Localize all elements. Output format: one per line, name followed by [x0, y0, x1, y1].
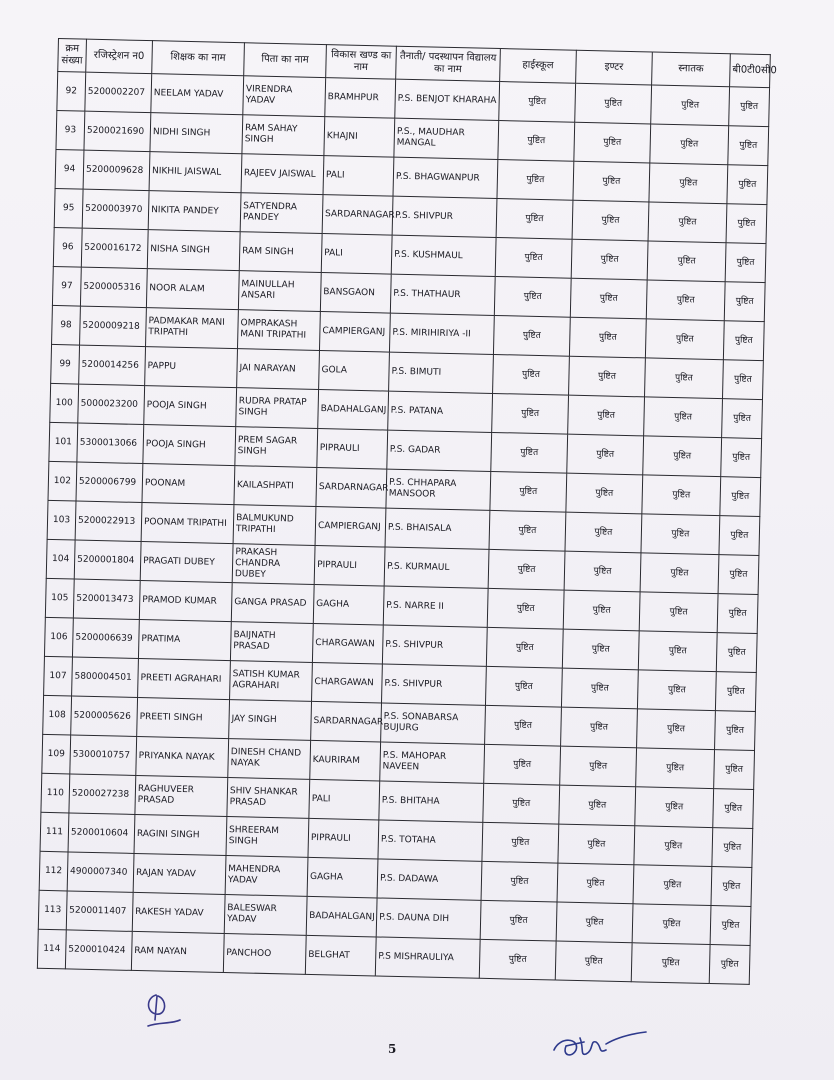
registration-no-cell: 5200027238 — [69, 774, 136, 814]
inter-status-cell: पुष्टित — [570, 278, 647, 319]
registration-no-cell: 5200013473 — [73, 579, 140, 619]
highschool-status-cell: पुष्टित — [494, 276, 571, 317]
graduation-status-cell: पुष्टित — [643, 436, 722, 477]
highschool-status-cell: पुष्टित — [487, 588, 564, 629]
teacher-name-cell: PADMAKAR MANI TRIPATHI — [146, 308, 239, 349]
block-name-cell: BADAHALGANJ — [318, 390, 389, 431]
father-name-cell: VIRENDRA YADAV — [243, 76, 326, 117]
btc-status-cell: पुष्टित — [710, 906, 751, 946]
teacher-name-cell: NISHA SINGH — [147, 230, 240, 271]
serial-no-cell: 113 — [38, 890, 67, 930]
btc-status-cell: पुष्टित — [722, 399, 763, 439]
serial-no-cell: 108 — [43, 695, 72, 735]
inter-status-cell: पुष्टित — [559, 785, 636, 826]
inter-status-cell: पुष्टित — [556, 902, 633, 943]
inter-status-cell: पुष्टित — [563, 590, 640, 631]
highschool-status-cell: पुष्टित — [482, 822, 559, 863]
block-name-cell: BELGHAT — [305, 935, 376, 976]
btc-status-cell: पुष्टित — [722, 360, 763, 400]
school-name-cell: P.S. SHIVPUR — [392, 196, 497, 237]
serial-no-cell: 99 — [51, 344, 80, 384]
header-school-name: तैनाती/ पदस्थापन विद्यालय का नाम — [396, 46, 501, 81]
block-name-cell: GOLA — [319, 351, 390, 392]
registration-no-cell: 5200009218 — [80, 306, 147, 346]
graduation-status-cell: पुष्टित — [632, 904, 711, 945]
btc-status-cell: पुष्टित — [728, 126, 769, 166]
teacher-name-cell: PREETI AGRAHARI — [138, 658, 231, 699]
serial-no-cell: 103 — [47, 500, 76, 540]
inter-status-cell: पुष्टित — [561, 668, 638, 709]
inter-status-cell: पुष्टित — [561, 707, 638, 748]
school-name-cell: P.S. BIMUTI — [389, 352, 494, 393]
inter-status-cell: पुष्टित — [569, 317, 646, 358]
father-name-cell: PANCHOO — [223, 934, 306, 975]
serial-no-cell: 111 — [40, 812, 69, 852]
registration-no-cell: 5200005316 — [80, 267, 147, 307]
teacher-name-cell: POONAM TRIPATHI — [141, 503, 234, 544]
serial-no-cell: 110 — [41, 773, 70, 813]
highschool-status-cell: पुष्टित — [496, 199, 573, 240]
school-name-cell: P.S. PATANA — [388, 391, 493, 432]
graduation-status-cell: पुष्टित — [645, 319, 724, 360]
block-name-cell: SARDARNAGAR — [316, 467, 387, 508]
serial-no-cell: 98 — [52, 305, 81, 345]
btc-status-cell: पुष्टित — [709, 945, 750, 985]
father-name-cell: SATYENDRA PANDEY — [240, 193, 323, 234]
teacher-name-cell: PAPPU — [145, 347, 238, 388]
highschool-status-cell: पुष्टित — [485, 705, 562, 746]
block-name-cell: SARDARNAGAR — [311, 701, 382, 742]
inter-status-cell: पुष्टित — [558, 824, 635, 865]
inter-status-cell: पुष्टित — [560, 746, 637, 787]
school-name-cell: P.S. CHHAPARA MANSOOR — [386, 469, 491, 510]
btc-status-cell: पुष्टित — [717, 594, 758, 634]
serial-no-cell: 96 — [53, 227, 82, 267]
teacher-name-cell: RAJAN YADAV — [133, 853, 226, 894]
inter-status-cell: पुष्टित — [575, 83, 652, 124]
btc-status-cell: पुष्टित — [712, 828, 753, 868]
school-name-cell: P.S. BHAISALA — [385, 508, 490, 549]
father-name-cell: RAJEEV JAISWAL — [241, 154, 324, 195]
graduation-status-cell: पुष्टित — [637, 670, 716, 711]
graduation-status-cell: पुष्टित — [641, 514, 720, 555]
block-name-cell: CHARGAWAN — [312, 623, 383, 664]
highschool-status-cell: पुष्टित — [489, 510, 566, 551]
school-name-cell: P.S. DAUNA DIH — [376, 898, 481, 939]
graduation-status-cell: पुष्टित — [635, 787, 714, 828]
serial-no-cell: 97 — [52, 266, 81, 306]
handwritten-signature-right — [550, 1028, 650, 1068]
school-name-cell: P.S. THATHAUR — [390, 274, 495, 315]
registration-no-cell: 5200021690 — [84, 111, 151, 151]
inter-status-cell: पुष्टित — [557, 863, 634, 904]
registration-no-cell: 5300013066 — [77, 423, 144, 463]
school-name-cell: P.S. MAHOPAR NAVEEN — [380, 742, 485, 783]
registration-no-cell: 5200006799 — [76, 462, 143, 502]
registration-no-cell: 5200009628 — [83, 150, 150, 190]
serial-no-cell: 109 — [42, 734, 71, 774]
graduation-status-cell: पुष्टित — [651, 85, 730, 126]
registration-no-cell: 5200022913 — [75, 501, 142, 541]
highschool-status-cell: पुष्टित — [486, 627, 563, 668]
serial-no-cell: 102 — [48, 461, 77, 501]
btc-status-cell: पुष्टित — [723, 321, 764, 361]
block-name-cell: CAMPIERGANJ — [319, 312, 390, 353]
block-name-cell: KHAJNI — [324, 117, 395, 158]
block-name-cell: BADAHALGANJ — [306, 896, 377, 937]
father-name-cell: JAI NARAYAN — [237, 349, 320, 390]
block-name-cell: BRAMHPUR — [325, 78, 396, 119]
school-name-cell: P.S., MAUDHAR MANGAL — [394, 118, 499, 159]
block-name-cell: PALI — [321, 234, 392, 275]
graduation-status-cell: पुष्टित — [638, 631, 717, 672]
block-name-cell: CAMPIERGANJ — [315, 506, 386, 547]
serial-no-cell: 112 — [39, 851, 68, 891]
btc-status-cell: पुष्टित — [711, 867, 752, 907]
school-name-cell: P.S. SHIVPUR — [382, 625, 487, 666]
father-name-cell: SATISH KUMAR AGRAHARI — [230, 661, 313, 702]
page-number: 5 — [388, 1042, 397, 1056]
graduation-status-cell: पुष्टित — [640, 553, 719, 594]
father-name-cell: DINESH CHAND NAYAK — [228, 739, 311, 780]
father-name-cell: MAINULLAH ANSARI — [238, 271, 321, 312]
btc-status-cell: पुष्टित — [713, 789, 754, 829]
graduation-status-cell: पुष्टित — [647, 241, 726, 282]
handwritten-initials-left — [138, 990, 188, 1035]
inter-status-cell: पुष्टित — [567, 434, 644, 475]
teacher-name-cell: RAM NAYAN — [131, 931, 224, 972]
graduation-status-cell: पुष्टित — [637, 709, 716, 750]
teacher-name-cell: RAGINI SINGH — [134, 814, 227, 855]
registration-no-cell: 4900007340 — [67, 852, 134, 892]
registration-no-cell: 5200010424 — [65, 930, 132, 970]
highschool-status-cell: पुष्टित — [488, 549, 565, 590]
highschool-status-cell: पुष्टित — [499, 82, 576, 123]
btc-status-cell: पुष्टित — [715, 711, 756, 751]
highschool-status-cell: पुष्टित — [498, 121, 575, 162]
father-name-cell: PREM SAGAR SINGH — [235, 427, 318, 468]
registration-no-cell: 5800004501 — [72, 657, 139, 697]
inter-status-cell: पुष्टित — [572, 200, 649, 241]
inter-status-cell: पुष्टित — [568, 395, 645, 436]
header-highschool: हाईस्कूल — [500, 49, 577, 84]
highschool-status-cell: पुष्टित — [480, 900, 557, 941]
btc-status-cell: पुष्टित — [725, 243, 766, 283]
school-name-cell: P.S MISHRAULIYA — [375, 937, 480, 978]
school-name-cell: P.S. SHIVPUR — [381, 664, 486, 705]
graduation-status-cell: पुष्टित — [644, 397, 723, 438]
serial-no-cell: 114 — [37, 929, 66, 969]
highschool-status-cell: पुष्टित — [483, 783, 560, 824]
teacher-name-cell: PRAGATI DUBEY — [140, 542, 233, 583]
inter-status-cell: पुष्टित — [555, 941, 632, 982]
serial-no-cell: 94 — [55, 149, 84, 189]
registration-no-cell: 5200010604 — [68, 813, 135, 853]
serial-no-cell: 100 — [50, 383, 79, 423]
registration-no-cell: 5000023200 — [78, 384, 145, 424]
inter-status-cell: पुष्टित — [566, 473, 643, 514]
registration-no-cell: 5200001804 — [74, 540, 141, 580]
block-name-cell: PIPRAULI — [317, 428, 388, 469]
graduation-status-cell: पुष्टित — [636, 748, 715, 789]
school-name-cell: P.S. KUSHMAUL — [391, 235, 496, 276]
inter-status-cell: पुष्टित — [569, 356, 646, 397]
school-name-cell: P.S. TOTAHA — [378, 820, 483, 861]
father-name-cell: OMPRAKASH MANI TRIPATHI — [237, 310, 320, 351]
school-name-cell: P.S. KURMAUL — [384, 547, 489, 588]
registration-no-cell: 5300010757 — [70, 735, 137, 775]
teacher-name-cell: PRIYANKA NAYAK — [136, 736, 229, 777]
teacher-name-cell: POOJA SINGH — [144, 386, 237, 427]
highschool-status-cell: पुष्टित — [491, 432, 568, 473]
serial-no-cell: 95 — [54, 188, 83, 228]
teacher-name-cell: RAGHUVEER PRASAD — [135, 775, 228, 816]
teacher-name-cell: PRATIMA — [138, 619, 231, 660]
inter-status-cell: पुष्टित — [574, 122, 651, 163]
block-name-cell: KAURIRAM — [310, 740, 381, 781]
graduation-status-cell: पुष्टित — [639, 592, 718, 633]
block-name-cell: GAGHA — [313, 584, 384, 625]
teacher-name-cell: NIDHI SINGH — [150, 113, 243, 154]
father-name-cell: RUDRA PRATAP SINGH — [236, 388, 319, 429]
header-father-name: पिता का नाम — [244, 43, 327, 78]
graduation-status-cell: पुष्टित — [634, 826, 713, 867]
graduation-status-cell: पुष्टित — [649, 163, 728, 204]
btc-status-cell: पुष्टित — [727, 165, 768, 205]
registration-no-cell: 5200005626 — [71, 696, 138, 736]
highschool-status-cell: पुष्टित — [493, 315, 570, 356]
header-registration-no: रजिस्ट्रेशन न0 — [86, 39, 153, 73]
btc-status-cell: पुष्टित — [720, 477, 761, 517]
inter-status-cell: पुष्टित — [571, 239, 648, 280]
serial-no-cell: 104 — [46, 539, 75, 579]
btc-status-cell: पुष्टित — [718, 555, 759, 595]
registration-no-cell: 5200014256 — [79, 345, 146, 385]
graduation-status-cell: पुष्टित — [633, 865, 712, 906]
block-name-cell: PALI — [309, 779, 380, 820]
school-name-cell: P.S. BHAGWANPUR — [393, 157, 498, 198]
graduation-status-cell: पुष्टित — [631, 943, 710, 984]
father-name-cell: BAIJNATH PRASAD — [230, 622, 313, 663]
registration-no-cell: 5200016172 — [81, 228, 148, 268]
block-name-cell: CHARGAWAN — [312, 662, 383, 703]
father-name-cell: RAM SINGH — [239, 232, 322, 273]
father-name-cell: SHIV SHANKAR PRASAD — [227, 778, 310, 819]
inter-status-cell: पुष्टित — [562, 629, 639, 670]
graduation-status-cell: पुष्टित — [648, 202, 727, 243]
inter-status-cell: पुष्टित — [564, 551, 641, 592]
btc-status-cell: पुष्टित — [719, 516, 760, 556]
registration-no-cell: 5200011407 — [66, 891, 133, 931]
father-name-cell: SHREERAM SINGH — [226, 817, 309, 858]
block-name-cell: PIPRAULI — [308, 818, 379, 859]
serial-no-cell: 101 — [49, 422, 78, 462]
serial-no-cell: 106 — [44, 617, 73, 657]
highschool-status-cell: पुष्टित — [490, 471, 567, 512]
highschool-status-cell: पुष्टित — [495, 237, 572, 278]
school-name-cell: P.S. NARRE II — [383, 586, 488, 627]
block-name-cell: GAGHA — [307, 857, 378, 898]
btc-status-cell: पुष्टित — [721, 438, 762, 478]
father-name-cell: RAM SAHAY SINGH — [242, 115, 325, 156]
serial-no-cell: 107 — [44, 656, 73, 696]
header-graduation: स्नातक — [652, 52, 731, 87]
teacher-name-cell: PREETI SINGH — [137, 697, 230, 738]
father-name-cell: JAY SINGH — [229, 700, 312, 741]
graduation-status-cell: पुष्टित — [642, 475, 721, 516]
father-name-cell: PRAKASH CHANDRA DUBEY — [232, 544, 315, 585]
father-name-cell: BALMUKUND TRIPATHI — [233, 505, 316, 546]
btc-status-cell: पुष्टित — [726, 204, 767, 244]
teacher-name-cell: NOOR ALAM — [146, 269, 239, 310]
school-name-cell: P.S. BENJOT KHARAHA — [395, 79, 500, 120]
father-name-cell: GANGA PRASAD — [231, 583, 314, 624]
inter-status-cell: पुष्टित — [565, 512, 642, 553]
highschool-status-cell: पुष्टित — [484, 744, 561, 785]
teacher-name-cell: NIKHIL JAISWAL — [149, 152, 242, 193]
school-name-cell: P.S. BHITAHA — [379, 781, 484, 822]
teacher-name-cell: POOJA SINGH — [143, 425, 236, 466]
header-block-name: विकास खण्ड का नाम — [326, 45, 397, 80]
highschool-status-cell: पुष्टित — [481, 861, 558, 902]
highschool-status-cell: पुष्टित — [497, 160, 574, 201]
teacher-name-cell: RAKESH YADAV — [132, 892, 225, 933]
header-inter: इण्टर — [576, 50, 653, 85]
father-name-cell: BALESWAR YADAV — [224, 895, 307, 936]
highschool-status-cell: पुष्टित — [479, 939, 556, 980]
school-name-cell: P.S. SONABARSA BUJURG — [381, 703, 486, 744]
btc-status-cell: पुष्टित — [729, 87, 770, 127]
block-name-cell: BANSGAON — [320, 273, 391, 314]
inter-status-cell: पुष्टित — [573, 161, 650, 202]
teacher-name-cell: NIKITA PANDEY — [148, 191, 241, 232]
serial-no-cell: 92 — [57, 72, 86, 112]
father-name-cell: KAILASHPATI — [234, 466, 317, 507]
btc-status-cell: पुष्टित — [716, 633, 757, 673]
block-name-cell: PIPRAULI — [314, 545, 385, 586]
btc-status-cell: पुष्टित — [724, 282, 765, 322]
registration-no-cell: 5200006639 — [72, 618, 139, 658]
teacher-name-cell: NEELAM YADAV — [151, 74, 244, 115]
school-name-cell: P.S. DADAWA — [377, 859, 482, 900]
block-name-cell: SARDARNAGAR — [322, 195, 393, 236]
school-name-cell: P.S. MIRIHIRIYA -II — [389, 313, 494, 354]
btc-status-cell: पुष्टित — [715, 672, 756, 712]
graduation-status-cell: पुष्टित — [645, 358, 724, 399]
highschool-status-cell: पुष्टित — [492, 393, 569, 434]
graduation-status-cell: पुष्टित — [646, 280, 725, 321]
teacher-name-cell: PRAMOD KUMAR — [139, 581, 232, 622]
header-serial-no: क्रम संख्या — [58, 39, 87, 73]
serial-no-cell: 93 — [56, 110, 85, 150]
graduation-status-cell: पुष्टित — [650, 124, 729, 165]
school-name-cell: P.S. GADAR — [387, 430, 492, 471]
father-name-cell: MAHENDRA YADAV — [225, 856, 308, 897]
highschool-status-cell: पुष्टित — [493, 354, 570, 395]
header-btc: बी0टी0सी0 — [730, 54, 771, 88]
serial-no-cell: 105 — [45, 578, 74, 618]
teacher-verification-table — [37, 38, 777, 985]
teacher-name-cell: POONAM — [142, 464, 235, 505]
highschool-status-cell: पुष्टित — [485, 666, 562, 707]
header-teacher-name: शिक्षक का नाम — [152, 41, 245, 76]
block-name-cell: PALI — [323, 156, 394, 197]
registration-no-cell: 5200003970 — [82, 189, 149, 229]
table-body — [37, 72, 769, 985]
btc-status-cell: पुष्टित — [714, 750, 755, 790]
registration-no-cell: 5200002207 — [85, 72, 152, 112]
